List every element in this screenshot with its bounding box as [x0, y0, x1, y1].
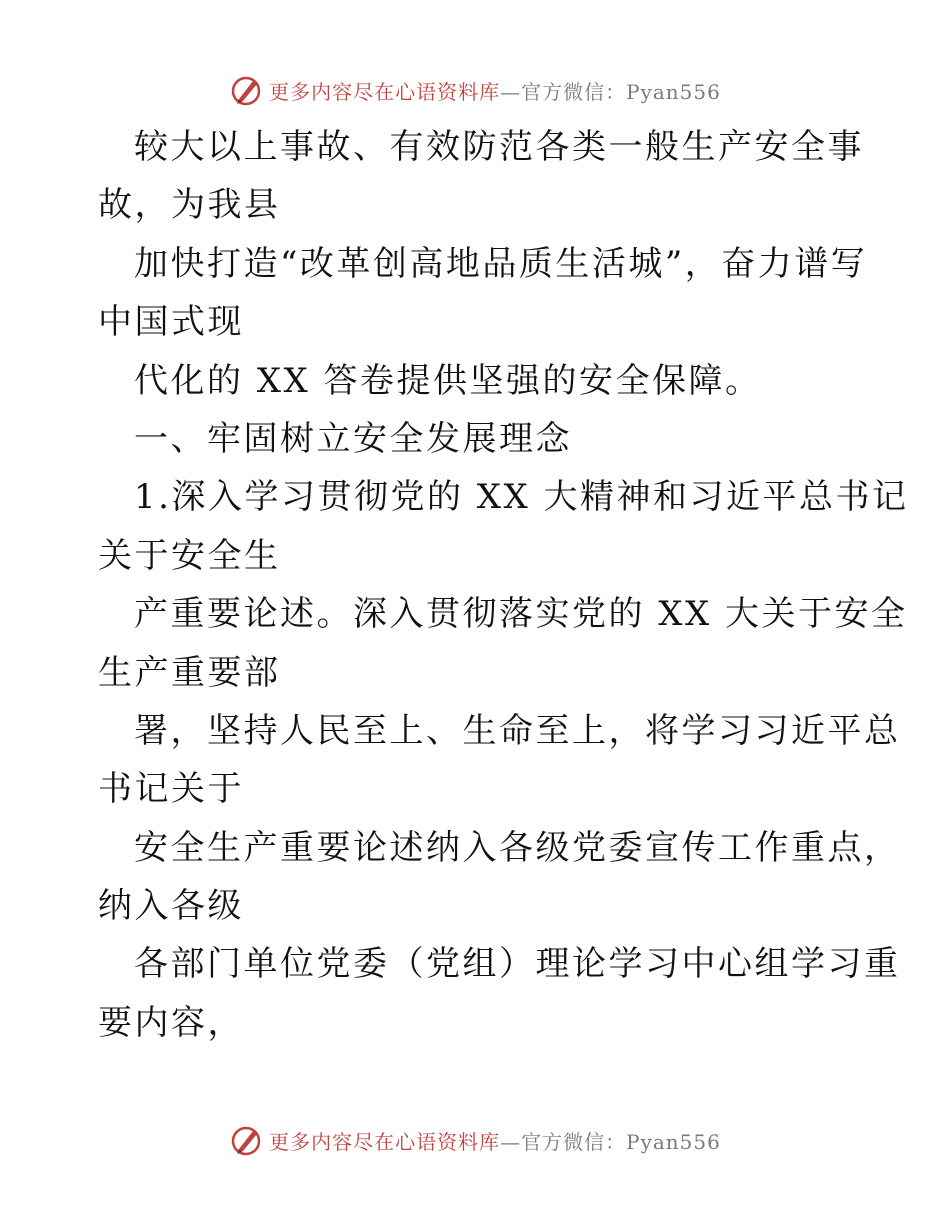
text-line: 较大以上事故、有效防范各类一般生产安全事 [134, 127, 864, 167]
pen-logo-icon [229, 73, 263, 107]
footer-watermark [0, 1120, 950, 1160]
text-line: 各部门单位党委（党组）理论学习中心组学习重 [134, 944, 901, 985]
text-line: 1.深入学习贯彻党的 XX 大精神和习近平总书记 [134, 477, 909, 518]
text-line: 产重要论述。深入贯彻落实党的 XX 大关于安全 [134, 594, 908, 635]
text-line: 书记关于 [98, 769, 244, 810]
pen-logo-icon [229, 1123, 263, 1157]
text-line: 安全生产重要论述纳入各级党委宣传工作重点， [134, 827, 901, 868]
text-line: 故，为我县 [98, 185, 281, 226]
text-line: 署，坚持人民至上、生命至上，将学习习近平总 [134, 710, 901, 751]
document-body [98, 118, 909, 1052]
text-line: 一、牢固树立安全发展理念 [134, 418, 572, 459]
text-line: 中国式现 [98, 302, 244, 343]
header-watermark [0, 70, 950, 110]
text-line: 纳入各级 [98, 886, 244, 927]
watermark-label: 更多内容尽在心语资料库—官方微信：Pyan556 [269, 79, 721, 104]
text-line: 加快打造“改革创高地品质生活城”，奋力谱写 [134, 243, 868, 284]
text-line: 生产重要部 [98, 652, 281, 693]
text-line: 要内容， [98, 1002, 244, 1043]
text-line: 关于安全生 [98, 535, 281, 576]
text-line: 代化的 XX 答卷提供坚强的安全保障。 [134, 360, 762, 401]
watermark-label: 更多内容尽在心语资料库—官方微信：Pyan556 [269, 1129, 721, 1154]
